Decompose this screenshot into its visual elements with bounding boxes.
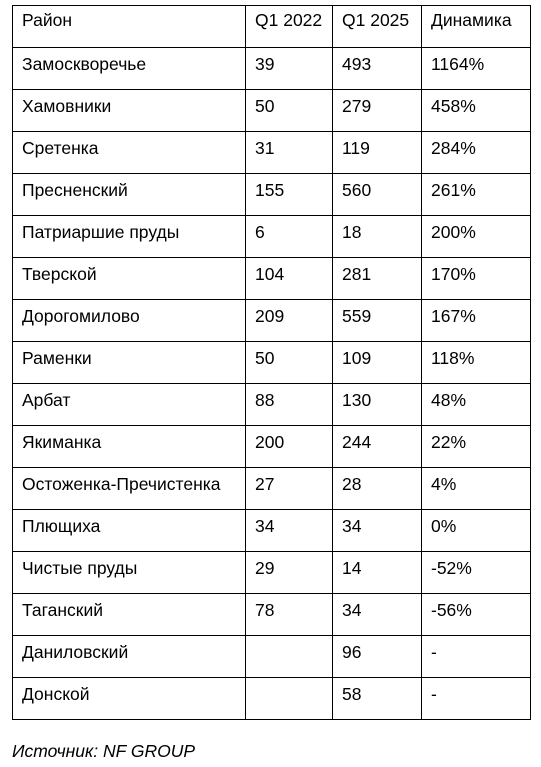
- district-cell: Замоскворечье: [13, 48, 246, 90]
- dynamics-cell: 1164%: [422, 48, 531, 90]
- district-cell: Таганский: [13, 594, 246, 636]
- q1-2025-cell: 559: [333, 300, 422, 342]
- table-row: [13, 258, 531, 300]
- dynamics-cell: 4%: [422, 468, 531, 510]
- district-cell: Тверской: [13, 258, 246, 300]
- table-row: [13, 594, 531, 636]
- q1-2022-cell: 29: [246, 552, 333, 594]
- q1-2025-cell: 560: [333, 174, 422, 216]
- district-cell: Якиманка: [13, 426, 246, 468]
- district-cell: Даниловский: [13, 636, 246, 678]
- dynamics-cell: 118%: [422, 342, 531, 384]
- q1-2025-cell: 244: [333, 426, 422, 468]
- q1-2025-cell: 28: [333, 468, 422, 510]
- dynamics-cell: -: [422, 636, 531, 678]
- table-row: [13, 216, 531, 258]
- district-cell: Донской: [13, 678, 246, 720]
- q1-2022-cell: 88: [246, 384, 333, 426]
- table-row: [13, 48, 531, 90]
- table-row: [13, 90, 531, 132]
- dynamics-cell: -: [422, 678, 531, 720]
- q1-2025-cell: 96: [333, 636, 422, 678]
- q1-2025-cell: 130: [333, 384, 422, 426]
- dynamics-cell: 22%: [422, 426, 531, 468]
- source-note: Источник: NF GROUP: [12, 741, 196, 761]
- district-cell: Плющиха: [13, 510, 246, 552]
- q1-2022-cell: 31: [246, 132, 333, 174]
- q1-2022-cell: 27: [246, 468, 333, 510]
- dynamics-cell: -56%: [422, 594, 531, 636]
- q1-2025-cell: 34: [333, 594, 422, 636]
- q1-2022-cell: 209: [246, 300, 333, 342]
- dynamics-cell: 458%: [422, 90, 531, 132]
- district-cell: Дорогомилово: [13, 300, 246, 342]
- table-row: [13, 468, 531, 510]
- dynamics-cell: 167%: [422, 300, 531, 342]
- table-row: [13, 342, 531, 384]
- q1-2022-cell: 200: [246, 426, 333, 468]
- q1-2022-cell: 155: [246, 174, 333, 216]
- district-cell: Патриаршие пруды: [13, 216, 246, 258]
- table-row: [13, 678, 531, 720]
- dynamics-cell: 284%: [422, 132, 531, 174]
- q1-2022-cell: [246, 636, 333, 678]
- dynamics-cell: 200%: [422, 216, 531, 258]
- district-cell: Остоженка-Пречистенка: [13, 468, 246, 510]
- district-table: [12, 5, 531, 720]
- q1-2025-cell: 109: [333, 342, 422, 384]
- table-row: [13, 510, 531, 552]
- q1-2025-cell: 58: [333, 678, 422, 720]
- q1-2022-cell: 6: [246, 216, 333, 258]
- table-row: [13, 384, 531, 426]
- table-row: [13, 132, 531, 174]
- table-row: [13, 552, 531, 594]
- header-q1-2025: Q1 2025: [333, 6, 422, 48]
- q1-2025-cell: 34: [333, 510, 422, 552]
- q1-2022-cell: 50: [246, 342, 333, 384]
- q1-2022-cell: 78: [246, 594, 333, 636]
- dynamics-cell: -52%: [422, 552, 531, 594]
- district-cell: Хамовники: [13, 90, 246, 132]
- q1-2022-cell: 104: [246, 258, 333, 300]
- q1-2022-cell: [246, 678, 333, 720]
- dynamics-cell: 0%: [422, 510, 531, 552]
- dynamics-cell: 48%: [422, 384, 531, 426]
- district-cell: Сретенка: [13, 132, 246, 174]
- header-row: [13, 6, 531, 48]
- dynamics-cell: 261%: [422, 174, 531, 216]
- q1-2022-cell: 39: [246, 48, 333, 90]
- district-cell: Чистые пруды: [13, 552, 246, 594]
- q1-2025-cell: 119: [333, 132, 422, 174]
- district-cell: Раменки: [13, 342, 246, 384]
- q1-2022-cell: 50: [246, 90, 333, 132]
- q1-2025-cell: 281: [333, 258, 422, 300]
- district-cell: Арбат: [13, 384, 246, 426]
- q1-2025-cell: 14: [333, 552, 422, 594]
- q1-2025-cell: 493: [333, 48, 422, 90]
- q1-2022-cell: 34: [246, 510, 333, 552]
- header-dynamics: Динамика: [422, 6, 531, 48]
- header-district: Район: [13, 6, 246, 48]
- q1-2025-cell: 279: [333, 90, 422, 132]
- dynamics-cell: 170%: [422, 258, 531, 300]
- table-row: [13, 426, 531, 468]
- table-row: [13, 636, 531, 678]
- table-row: [13, 174, 531, 216]
- table-row: [13, 300, 531, 342]
- q1-2025-cell: 18: [333, 216, 422, 258]
- header-q1-2022: Q1 2022: [246, 6, 333, 48]
- district-cell: Пресненский: [13, 174, 246, 216]
